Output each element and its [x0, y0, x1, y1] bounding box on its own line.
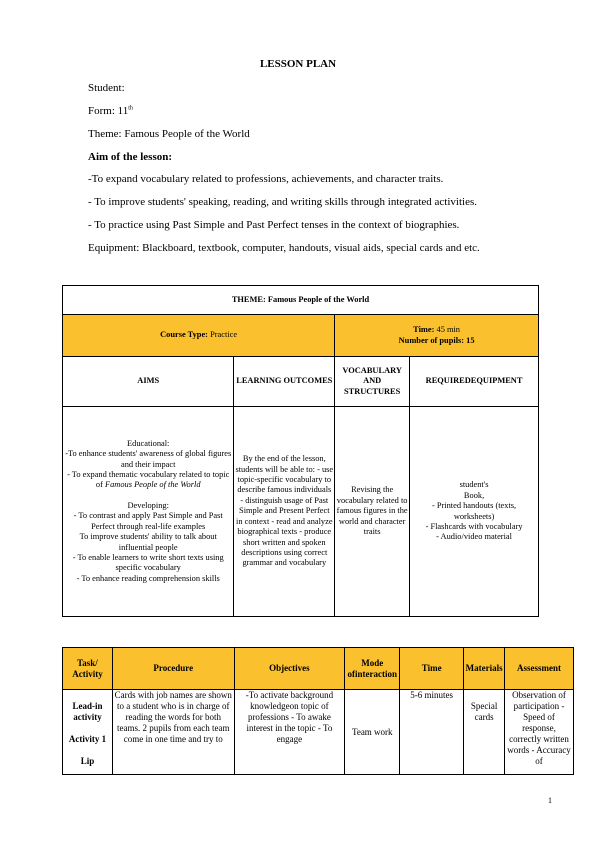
equipment-item: Book,	[463, 490, 485, 500]
aims-text: - To expand thematic vocabulary related to topic of	[67, 470, 230, 490]
vocabulary-cell: Revising the vocabulary related to famous figures in the world and character traits	[335, 407, 410, 617]
header-vocabulary: VOCABULARY AND STRUCTURES	[335, 357, 410, 407]
aims-cell	[63, 407, 234, 617]
form-superscript: th	[128, 105, 133, 112]
form-line	[88, 105, 133, 117]
aims-topic: Famous People of the World	[104, 480, 201, 490]
header-task: Task/ Activity	[63, 648, 113, 690]
materials-cell: Special cards	[464, 690, 505, 775]
pupils-label: Number of pupils:	[398, 335, 465, 345]
header-objectives: Objectives	[234, 648, 345, 690]
aim-item: - To practice using Past Simple and Past Perfect tenses in the context of biographies.	[88, 219, 460, 231]
task-activity: Activity 1	[68, 734, 107, 744]
header-time: Time	[400, 648, 464, 690]
time-label: Time:	[413, 325, 435, 335]
outcomes-cell: By the end of the lesson, students will be able to: - use topic-specific vocabulary to describe famous individuals - distinguish usage of Past Simple and Present Perfect in context - read and analyze biographical texts - produce short written and spoken descriptions using correct grammar and vocabulary	[234, 407, 335, 617]
aims-line: To improve students' ability to talk about influential people	[79, 532, 217, 552]
header-materials: Materials	[464, 648, 505, 690]
theme-line: Theme: Famous People of the World	[88, 128, 250, 140]
aims-line: - To enable learners to write short texts using specific vocabulary	[72, 552, 224, 573]
header-mode: Mode ofinteraction	[345, 648, 400, 690]
aims-line: Developing:	[127, 500, 169, 510]
equipment-item: - Flashcards with vocabulary	[425, 521, 523, 531]
aims-line	[64, 470, 232, 491]
lesson-overview-table	[62, 285, 539, 617]
time-value: 45 min	[436, 325, 460, 335]
equipment-line: Equipment: Blackboard, textbook, computer, handouts, visual aids, special cards and etc.	[88, 242, 480, 254]
form-label: Form: 11	[88, 105, 129, 117]
task-name: Lead-in activity	[72, 701, 103, 722]
course-type-label: Course Type:	[160, 330, 208, 340]
equipment-cell	[410, 407, 539, 617]
aim-heading: Aim of the lesson:	[88, 151, 173, 163]
table-theme: THEME: Famous People of the World	[63, 286, 539, 315]
header-assessment: Assessment	[505, 648, 574, 690]
header-outcomes: LEARNING OUTCOMES	[234, 357, 335, 407]
course-type-cell	[63, 315, 335, 357]
page-title: LESSON PLAN	[259, 58, 337, 70]
task-cell	[63, 690, 113, 775]
assessment-cell: Observation of participation - Speed of response, correctly written words - Accuracy of	[505, 690, 574, 775]
pupils-value: 15	[466, 335, 475, 345]
objectives-cell: -To activate background knowledgeon topic of professions - To awake interest in the topic - To engage	[234, 690, 345, 775]
time-cell: 5-6 minutes	[400, 690, 464, 775]
aim-item: -To expand vocabulary related to professions, achievements, and character traits.	[88, 173, 444, 185]
time-pupils-cell	[335, 315, 539, 357]
course-type-value: Practice	[210, 330, 238, 340]
task-title: Lip	[80, 756, 95, 766]
aims-line: - To contrast and apply Past Simple and Past Perfect through real-life examples	[73, 511, 223, 531]
aims-line: - To enhance reading comprehension skills	[76, 573, 220, 583]
mode-cell: Team work	[345, 690, 400, 775]
aim-item: - To improve students' speaking, reading, and writing skills through integrated activities.	[88, 196, 477, 208]
procedure-cell: Cards with job names are shown to a student who is in charge of reading the words for both teams. 2 pupils from each team come in one time and try to	[112, 690, 234, 775]
table-row	[63, 690, 574, 775]
equipment-item: - Printed handouts (texts, worksheets)	[431, 501, 517, 521]
page-number: 1	[548, 796, 552, 805]
equipment-item: student's	[459, 480, 489, 490]
activities-table	[62, 647, 574, 775]
equipment-item: - Audio/video material	[436, 532, 512, 542]
aims-line: Educational:	[127, 438, 170, 448]
aims-line: -To enhance students' awareness of global figures and their impact	[65, 449, 232, 469]
student-line: Student:	[88, 82, 125, 94]
header-aims: AIMS	[63, 357, 234, 407]
header-equipment: REQUIREDEQUIPMENT	[410, 357, 539, 407]
header-procedure: Procedure	[112, 648, 234, 690]
